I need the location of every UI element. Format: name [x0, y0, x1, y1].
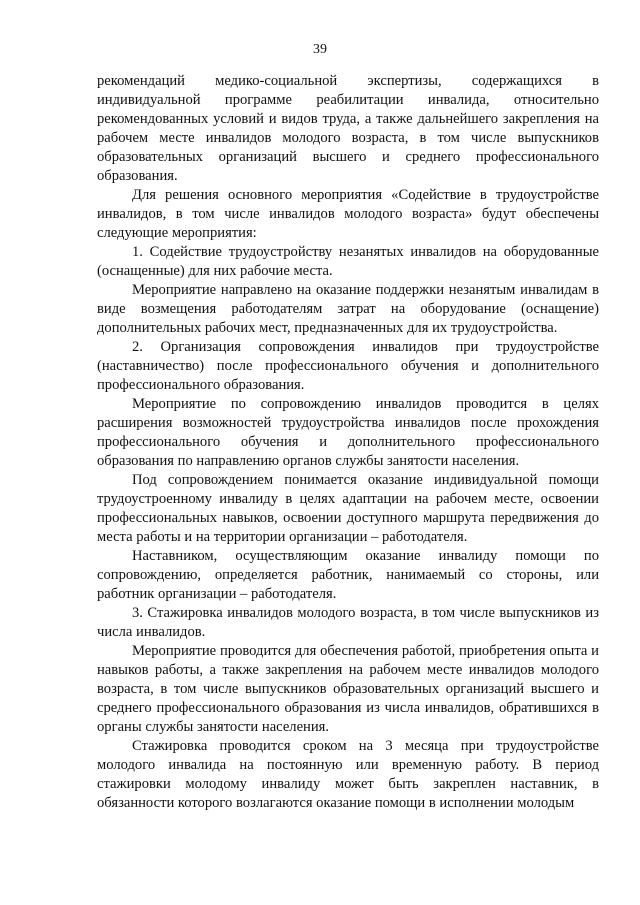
document-body [97, 72, 599, 813]
paragraph-item-2-description: Мероприятие по сопровождению инвалидов проводится в целях расширения возможностей трудоустройства инвалидов после прохождения профессионального обучения и дополнительного профессионального образования по направлению органов службы занятости населения. [97, 396, 599, 469]
paragraph-mentor-definition: Наставником, осуществляющим оказание инвалиду помощи по сопровождению, определяется работник, нанимаемый со стороны, или работник организации – работодателя. [97, 548, 599, 602]
paragraph-item-1-description: Мероприятие направлено на оказание поддержки незанятым инвалидам в виде возмещения работодателям затрат на оборудование (оснащение) дополнительных рабочих мест, предназначенных для их трудоустройства. [97, 282, 599, 336]
paragraph-item-2: 2. Организация сопровождения инвалидов при трудоустройстве (наставничество) после профессионального обучения и дополнительного профессионального образования. [97, 339, 599, 393]
page-number: 39 [313, 42, 327, 57]
paragraph-item-3: 3. Стажировка инвалидов молодого возраста, в том числе выпускников из числа инвалидов. [97, 605, 599, 640]
paragraph-continuation: рекомендаций медико-социальной экспертизы, содержащихся в индивидуальной программе реабилитации инвалида, относительно рекомендованных условий и видов труда, а также дальнейшего закрепления на рабочем месте инвалидов молодого возраста, в том числе выпускников образовательных организаций высшего и среднего профессионального образования. [97, 73, 599, 184]
paragraph-item-1: 1. Содействие трудоустройству незанятых инвалидов на оборудованные (оснащенные) для них рабочие места. [97, 244, 599, 279]
paragraph-intro-measures: Для решения основного мероприятия «Содействие в трудоустройстве инвалидов, в том числе инвалидов молодого возраста» будут обеспечены следующие мероприятия: [97, 187, 599, 241]
paragraph-internship-terms: Стажировка проводится сроком на 3 месяца при трудоустройстве молодого инвалида на постоянную или временную работу. В период стажировки молодому инвалиду может быть закреплен наставник, в обязанности которого возлагаются оказание помощи в исполнении молодым [97, 738, 599, 811]
paragraph-support-definition: Под сопровождением понимается оказание индивидуальной помощи трудоустроенному инвалиду в целях адаптации на рабочем месте, освоении профессиональных навыков, освоении доступного маршрута передвижения до места работы и на территории организации – работодателя. [97, 472, 599, 545]
paragraph-item-3-description: Мероприятие проводится для обеспечения работой, приобретения опыта и навыков работы, а также закрепления на рабочем месте инвалидов молодого возраста, в том числе выпускников образовательных организаций высшего и среднего профессионального образования из числа инвалидов, обратившихся в органы службы занятости населения. [97, 643, 599, 735]
